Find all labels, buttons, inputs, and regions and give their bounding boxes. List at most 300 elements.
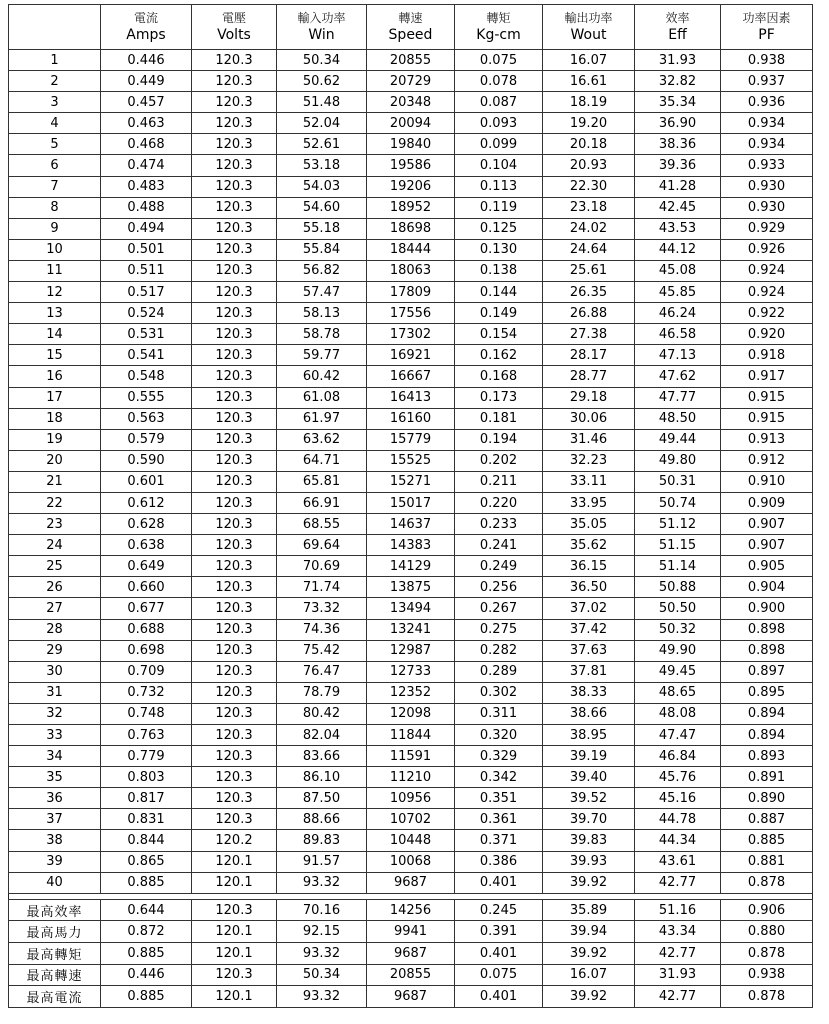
header-pf xyxy=(721,5,813,50)
cell-amps: 0.501 xyxy=(101,239,192,260)
cell-eff: 44.34 xyxy=(635,830,721,851)
cell-kg-cm: 0.087 xyxy=(455,92,543,113)
cell-volts: 120.2 xyxy=(192,830,277,851)
cell-eff: 31.93 xyxy=(635,964,721,986)
cell-pf: 0.891 xyxy=(721,767,813,788)
cell-kg-cm: 0.078 xyxy=(455,71,543,92)
cell-kg-cm: 0.386 xyxy=(455,851,543,872)
row-label: 34 xyxy=(9,746,101,767)
cell-speed: 12733 xyxy=(367,661,455,682)
cell-amps: 0.748 xyxy=(101,703,192,724)
performance-table xyxy=(8,4,813,1008)
table-row xyxy=(9,830,813,851)
table-row xyxy=(9,239,813,260)
table-row xyxy=(9,366,813,387)
cell-amps: 0.579 xyxy=(101,429,192,450)
cell-win: 87.50 xyxy=(277,788,367,809)
cell-kg-cm: 0.342 xyxy=(455,767,543,788)
table-row xyxy=(9,746,813,767)
cell-kg-cm: 0.391 xyxy=(455,921,543,943)
table-row xyxy=(9,556,813,577)
table-row xyxy=(9,345,813,366)
cell-wout: 37.63 xyxy=(543,640,635,661)
cell-volts: 120.1 xyxy=(192,872,277,893)
cell-kg-cm: 0.289 xyxy=(455,661,543,682)
cell-wout: 39.92 xyxy=(543,986,635,1008)
header-english-label: Kg-cm xyxy=(476,27,521,43)
cell-wout: 39.93 xyxy=(543,851,635,872)
table-row xyxy=(9,471,813,492)
cell-wout: 28.77 xyxy=(543,366,635,387)
row-label: 最高轉矩 xyxy=(9,942,101,964)
cell-speed: 11210 xyxy=(367,767,455,788)
cell-pf: 0.907 xyxy=(721,514,813,535)
table-row xyxy=(9,598,813,619)
cell-speed: 14129 xyxy=(367,556,455,577)
cell-volts: 120.1 xyxy=(192,921,277,943)
cell-win: 92.15 xyxy=(277,921,367,943)
table-row xyxy=(9,492,813,513)
cell-amps: 0.698 xyxy=(101,640,192,661)
cell-win: 66.91 xyxy=(277,492,367,513)
header-eff xyxy=(635,5,721,50)
cell-volts: 120.1 xyxy=(192,942,277,964)
cell-win: 51.48 xyxy=(277,92,367,113)
cell-eff: 50.74 xyxy=(635,492,721,513)
cell-win: 60.42 xyxy=(277,366,367,387)
cell-speed: 10956 xyxy=(367,788,455,809)
cell-wout: 39.92 xyxy=(543,942,635,964)
cell-wout: 32.23 xyxy=(543,450,635,471)
cell-eff: 45.76 xyxy=(635,767,721,788)
cell-amps: 0.677 xyxy=(101,598,192,619)
cell-wout: 18.19 xyxy=(543,92,635,113)
cell-kg-cm: 0.125 xyxy=(455,218,543,239)
cell-eff: 47.13 xyxy=(635,345,721,366)
cell-speed: 20094 xyxy=(367,113,455,134)
cell-win: 54.60 xyxy=(277,197,367,218)
cell-speed: 11844 xyxy=(367,725,455,746)
cell-pf: 0.894 xyxy=(721,703,813,724)
cell-win: 63.62 xyxy=(277,429,367,450)
cell-pf: 0.904 xyxy=(721,577,813,598)
cell-kg-cm: 0.119 xyxy=(455,197,543,218)
cell-wout: 39.70 xyxy=(543,809,635,830)
cell-amps: 0.601 xyxy=(101,471,192,492)
cell-volts: 120.3 xyxy=(192,964,277,986)
motor-performance-sheet xyxy=(8,4,812,1016)
cell-amps: 0.885 xyxy=(101,986,192,1008)
row-label: 7 xyxy=(9,176,101,197)
cell-eff: 41.28 xyxy=(635,176,721,197)
cell-amps: 0.457 xyxy=(101,92,192,113)
cell-wout: 37.42 xyxy=(543,619,635,640)
cell-speed: 16160 xyxy=(367,408,455,429)
cell-amps: 0.483 xyxy=(101,176,192,197)
table-row xyxy=(9,218,813,239)
row-label: 3 xyxy=(9,92,101,113)
cell-wout: 35.62 xyxy=(543,535,635,556)
cell-amps: 0.449 xyxy=(101,71,192,92)
cell-win: 93.32 xyxy=(277,986,367,1008)
cell-volts: 120.3 xyxy=(192,682,277,703)
cell-pf: 0.906 xyxy=(721,899,813,921)
header-english-label: Amps xyxy=(126,27,166,43)
header-speed xyxy=(367,5,455,50)
cell-pf: 0.934 xyxy=(721,113,813,134)
cell-amps: 0.779 xyxy=(101,746,192,767)
cell-wout: 16.61 xyxy=(543,71,635,92)
cell-eff: 47.47 xyxy=(635,725,721,746)
row-label: 18 xyxy=(9,408,101,429)
cell-pf: 0.885 xyxy=(721,830,813,851)
cell-eff: 42.77 xyxy=(635,986,721,1008)
cell-win: 55.84 xyxy=(277,239,367,260)
row-label: 25 xyxy=(9,556,101,577)
cell-eff: 47.77 xyxy=(635,387,721,408)
cell-kg-cm: 0.311 xyxy=(455,703,543,724)
summary-row xyxy=(9,921,813,943)
cell-kg-cm: 0.154 xyxy=(455,324,543,345)
cell-speed: 18952 xyxy=(367,197,455,218)
cell-win: 61.08 xyxy=(277,387,367,408)
cell-amps: 0.474 xyxy=(101,155,192,176)
cell-wout: 26.88 xyxy=(543,303,635,324)
cell-speed: 20855 xyxy=(367,50,455,71)
row-label: 32 xyxy=(9,703,101,724)
header-kg-cm xyxy=(455,5,543,50)
cell-kg-cm: 0.138 xyxy=(455,260,543,281)
cell-pf: 0.893 xyxy=(721,746,813,767)
header-chinese-label: 輸出功率 xyxy=(564,11,613,25)
cell-wout: 35.05 xyxy=(543,514,635,535)
cell-pf: 0.887 xyxy=(721,809,813,830)
cell-speed: 10702 xyxy=(367,809,455,830)
cell-win: 50.34 xyxy=(277,964,367,986)
cell-pf: 0.922 xyxy=(721,303,813,324)
cell-kg-cm: 0.302 xyxy=(455,682,543,703)
header-index xyxy=(9,5,101,50)
table-row xyxy=(9,155,813,176)
table-header xyxy=(9,5,813,50)
cell-volts: 120.3 xyxy=(192,746,277,767)
cell-volts: 120.3 xyxy=(192,303,277,324)
cell-kg-cm: 0.275 xyxy=(455,619,543,640)
cell-eff: 49.90 xyxy=(635,640,721,661)
cell-volts: 120.3 xyxy=(192,324,277,345)
cell-pf: 0.924 xyxy=(721,260,813,281)
cell-amps: 0.649 xyxy=(101,556,192,577)
cell-wout: 39.40 xyxy=(543,767,635,788)
table-row xyxy=(9,134,813,155)
header-english-label: Speed xyxy=(388,27,433,43)
row-label: 11 xyxy=(9,260,101,281)
row-label: 22 xyxy=(9,492,101,513)
cell-kg-cm: 0.249 xyxy=(455,556,543,577)
cell-wout: 30.06 xyxy=(543,408,635,429)
table-row xyxy=(9,619,813,640)
cell-kg-cm: 0.282 xyxy=(455,640,543,661)
cell-wout: 39.94 xyxy=(543,921,635,943)
table-row xyxy=(9,535,813,556)
cell-amps: 0.563 xyxy=(101,408,192,429)
cell-speed: 17302 xyxy=(367,324,455,345)
cell-pf: 0.905 xyxy=(721,556,813,577)
cell-wout: 38.33 xyxy=(543,682,635,703)
cell-wout: 37.81 xyxy=(543,661,635,682)
cell-volts: 120.3 xyxy=(192,176,277,197)
cell-win: 89.83 xyxy=(277,830,367,851)
cell-speed: 13494 xyxy=(367,598,455,619)
cell-amps: 0.844 xyxy=(101,830,192,851)
cell-eff: 44.78 xyxy=(635,809,721,830)
cell-speed: 9687 xyxy=(367,986,455,1008)
cell-kg-cm: 0.320 xyxy=(455,725,543,746)
cell-win: 68.55 xyxy=(277,514,367,535)
table-row xyxy=(9,71,813,92)
cell-eff: 39.36 xyxy=(635,155,721,176)
cell-win: 80.42 xyxy=(277,703,367,724)
row-label: 6 xyxy=(9,155,101,176)
cell-wout: 36.15 xyxy=(543,556,635,577)
cell-kg-cm: 0.241 xyxy=(455,535,543,556)
cell-pf: 0.897 xyxy=(721,661,813,682)
cell-volts: 120.3 xyxy=(192,113,277,134)
table-row xyxy=(9,324,813,345)
cell-speed: 16921 xyxy=(367,345,455,366)
cell-eff: 48.65 xyxy=(635,682,721,703)
cell-pf: 0.938 xyxy=(721,964,813,986)
cell-wout: 31.46 xyxy=(543,429,635,450)
cell-speed: 9941 xyxy=(367,921,455,943)
cell-volts: 120.3 xyxy=(192,50,277,71)
cell-eff: 43.34 xyxy=(635,921,721,943)
row-label: 27 xyxy=(9,598,101,619)
cell-kg-cm: 0.113 xyxy=(455,176,543,197)
header-chinese-label: 轉矩 xyxy=(486,11,511,25)
cell-eff: 36.90 xyxy=(635,113,721,134)
cell-amps: 0.517 xyxy=(101,282,192,303)
cell-eff: 38.36 xyxy=(635,134,721,155)
cell-volts: 120.3 xyxy=(192,492,277,513)
cell-amps: 0.644 xyxy=(101,899,192,921)
cell-speed: 15271 xyxy=(367,471,455,492)
cell-pf: 0.910 xyxy=(721,471,813,492)
cell-pf: 0.898 xyxy=(721,619,813,640)
cell-kg-cm: 0.181 xyxy=(455,408,543,429)
cell-win: 78.79 xyxy=(277,682,367,703)
row-label: 40 xyxy=(9,872,101,893)
cell-speed: 19586 xyxy=(367,155,455,176)
cell-win: 93.32 xyxy=(277,872,367,893)
cell-pf: 0.894 xyxy=(721,725,813,746)
cell-wout: 22.30 xyxy=(543,176,635,197)
table-row xyxy=(9,408,813,429)
cell-amps: 0.494 xyxy=(101,218,192,239)
row-label: 28 xyxy=(9,619,101,640)
table-row xyxy=(9,725,813,746)
cell-wout: 27.38 xyxy=(543,324,635,345)
cell-eff: 48.08 xyxy=(635,703,721,724)
cell-wout: 33.11 xyxy=(543,471,635,492)
table-row xyxy=(9,809,813,830)
cell-speed: 18063 xyxy=(367,260,455,281)
cell-volts: 120.1 xyxy=(192,986,277,1008)
table-row xyxy=(9,50,813,71)
cell-eff: 49.45 xyxy=(635,661,721,682)
header-row xyxy=(9,5,813,50)
header-english-label: Volts xyxy=(217,27,251,43)
cell-kg-cm: 0.075 xyxy=(455,50,543,71)
cell-wout: 29.18 xyxy=(543,387,635,408)
cell-win: 64.71 xyxy=(277,450,367,471)
cell-win: 59.77 xyxy=(277,345,367,366)
header-english-label: Win xyxy=(308,27,335,43)
row-label: 19 xyxy=(9,429,101,450)
summary-row xyxy=(9,942,813,964)
table-row xyxy=(9,429,813,450)
cell-pf: 0.900 xyxy=(721,598,813,619)
header-chinese-label: 功率因素 xyxy=(742,11,791,25)
cell-pf: 0.929 xyxy=(721,218,813,239)
cell-eff: 48.50 xyxy=(635,408,721,429)
cell-win: 76.47 xyxy=(277,661,367,682)
summary-row xyxy=(9,964,813,986)
cell-kg-cm: 0.202 xyxy=(455,450,543,471)
cell-wout: 38.66 xyxy=(543,703,635,724)
row-label: 最高轉速 xyxy=(9,964,101,986)
row-label: 26 xyxy=(9,577,101,598)
cell-speed: 15779 xyxy=(367,429,455,450)
cell-wout: 19.20 xyxy=(543,113,635,134)
row-label: 31 xyxy=(9,682,101,703)
cell-kg-cm: 0.401 xyxy=(455,942,543,964)
cell-pf: 0.930 xyxy=(721,197,813,218)
row-label: 33 xyxy=(9,725,101,746)
cell-speed: 16667 xyxy=(367,366,455,387)
cell-amps: 0.709 xyxy=(101,661,192,682)
table-row xyxy=(9,282,813,303)
cell-volts: 120.3 xyxy=(192,260,277,281)
cell-speed: 10448 xyxy=(367,830,455,851)
cell-amps: 0.511 xyxy=(101,260,192,281)
cell-volts: 120.3 xyxy=(192,239,277,260)
cell-volts: 120.3 xyxy=(192,619,277,640)
header-english-label: PF xyxy=(758,27,775,43)
cell-win: 83.66 xyxy=(277,746,367,767)
cell-volts: 120.3 xyxy=(192,703,277,724)
table-row xyxy=(9,260,813,281)
cell-volts: 120.3 xyxy=(192,155,277,176)
cell-amps: 0.612 xyxy=(101,492,192,513)
row-label: 17 xyxy=(9,387,101,408)
cell-wout: 26.35 xyxy=(543,282,635,303)
cell-win: 52.04 xyxy=(277,113,367,134)
table-row xyxy=(9,703,813,724)
cell-speed: 12987 xyxy=(367,640,455,661)
cell-eff: 35.34 xyxy=(635,92,721,113)
cell-amps: 0.488 xyxy=(101,197,192,218)
cell-volts: 120.3 xyxy=(192,788,277,809)
cell-speed: 18444 xyxy=(367,239,455,260)
cell-wout: 20.18 xyxy=(543,134,635,155)
row-label: 15 xyxy=(9,345,101,366)
table-row xyxy=(9,661,813,682)
row-label: 20 xyxy=(9,450,101,471)
cell-volts: 120.3 xyxy=(192,387,277,408)
cell-volts: 120.3 xyxy=(192,535,277,556)
cell-pf: 0.912 xyxy=(721,450,813,471)
cell-volts: 120.1 xyxy=(192,851,277,872)
cell-amps: 0.524 xyxy=(101,303,192,324)
cell-pf: 0.920 xyxy=(721,324,813,345)
cell-wout: 35.89 xyxy=(543,899,635,921)
row-label: 37 xyxy=(9,809,101,830)
cell-volts: 120.3 xyxy=(192,661,277,682)
cell-speed: 20348 xyxy=(367,92,455,113)
cell-pf: 0.878 xyxy=(721,872,813,893)
cell-kg-cm: 0.130 xyxy=(455,239,543,260)
cell-wout: 39.83 xyxy=(543,830,635,851)
cell-volts: 120.3 xyxy=(192,640,277,661)
cell-volts: 120.3 xyxy=(192,598,277,619)
row-label: 24 xyxy=(9,535,101,556)
row-label: 最高效率 xyxy=(9,899,101,921)
cell-amps: 0.555 xyxy=(101,387,192,408)
cell-speed: 14637 xyxy=(367,514,455,535)
cell-win: 54.03 xyxy=(277,176,367,197)
measurement-rows xyxy=(9,50,813,894)
cell-pf: 0.907 xyxy=(721,535,813,556)
row-label: 13 xyxy=(9,303,101,324)
cell-volts: 120.3 xyxy=(192,218,277,239)
cell-amps: 0.541 xyxy=(101,345,192,366)
table-row xyxy=(9,387,813,408)
cell-pf: 0.917 xyxy=(721,366,813,387)
table-row xyxy=(9,197,813,218)
cell-eff: 49.44 xyxy=(635,429,721,450)
cell-kg-cm: 0.361 xyxy=(455,809,543,830)
cell-eff: 51.16 xyxy=(635,899,721,921)
row-label: 2 xyxy=(9,71,101,92)
row-label: 最高電流 xyxy=(9,986,101,1008)
cell-win: 58.13 xyxy=(277,303,367,324)
cell-speed: 11591 xyxy=(367,746,455,767)
header-win xyxy=(277,5,367,50)
cell-amps: 0.548 xyxy=(101,366,192,387)
table-row xyxy=(9,851,813,872)
cell-win: 91.57 xyxy=(277,851,367,872)
cell-volts: 120.3 xyxy=(192,556,277,577)
cell-win: 88.66 xyxy=(277,809,367,830)
cell-amps: 0.638 xyxy=(101,535,192,556)
cell-volts: 120.3 xyxy=(192,809,277,830)
cell-volts: 120.3 xyxy=(192,282,277,303)
cell-volts: 120.3 xyxy=(192,767,277,788)
cell-eff: 50.50 xyxy=(635,598,721,619)
cell-wout: 39.92 xyxy=(543,872,635,893)
cell-win: 56.82 xyxy=(277,260,367,281)
row-label: 5 xyxy=(9,134,101,155)
cell-eff: 45.16 xyxy=(635,788,721,809)
cell-win: 74.36 xyxy=(277,619,367,640)
cell-amps: 0.872 xyxy=(101,921,192,943)
cell-win: 75.42 xyxy=(277,640,367,661)
cell-win: 57.47 xyxy=(277,282,367,303)
row-label: 4 xyxy=(9,113,101,134)
cell-win: 61.97 xyxy=(277,408,367,429)
cell-amps: 0.885 xyxy=(101,942,192,964)
